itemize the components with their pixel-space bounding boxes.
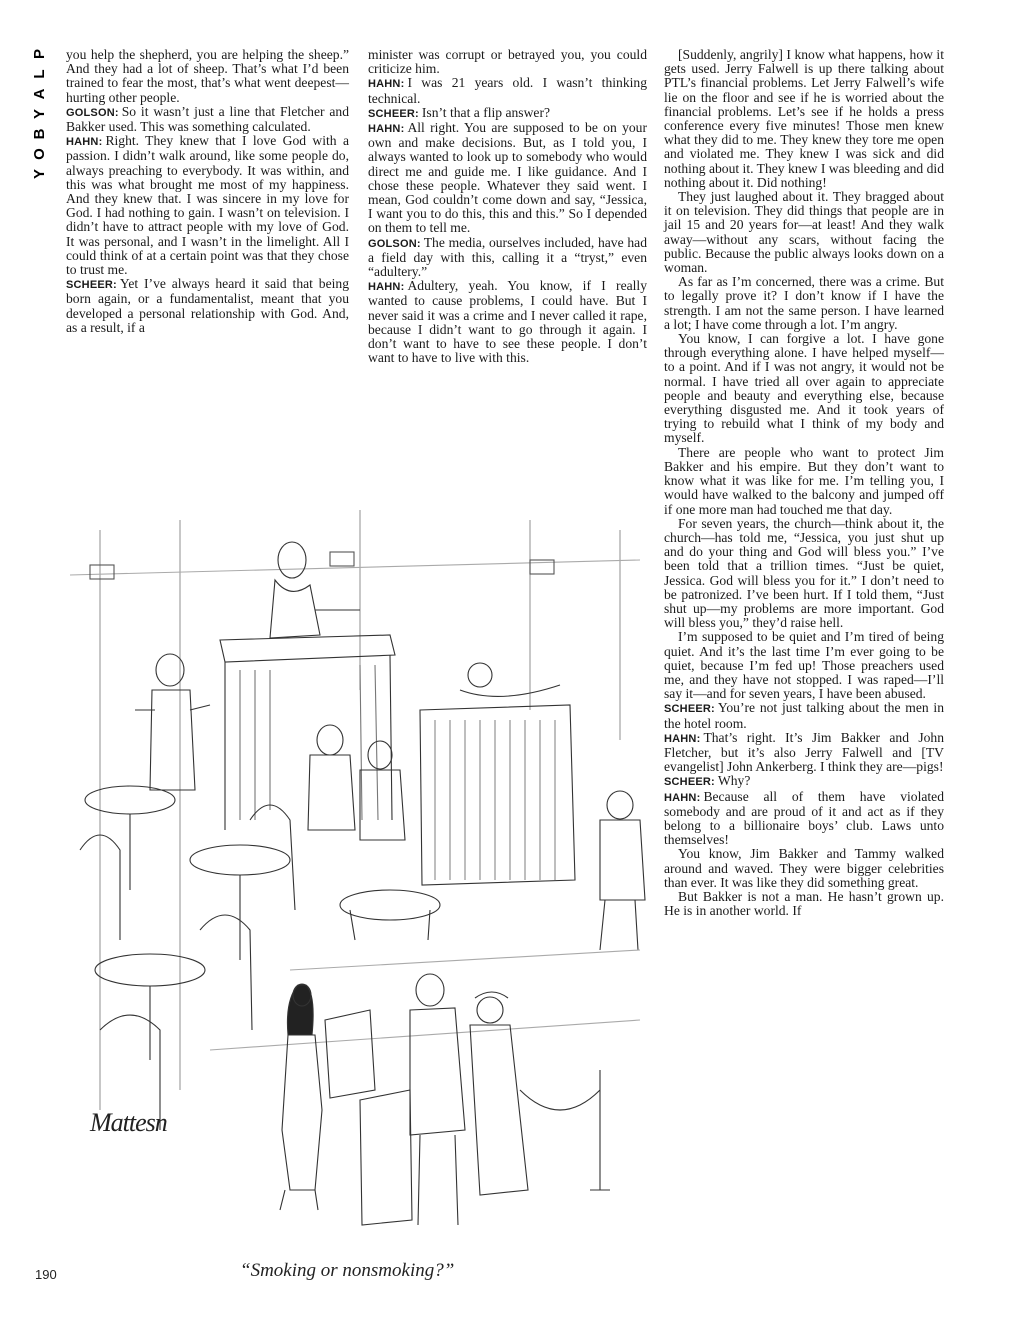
article-paragraph	[368, 76, 647, 105]
paragraph-text: For seven years, the church—think about it, the church—has told me, “Jessica, you just shut up and do your thing and God will bless you.” I’ve been told that a trillion times. “Just be quiet, Jessica. God will bless you for it.” I don’t need to be patronized. I’ve been hurt. If I told them, “Just shut up—my problems are more important. God will bless you,” they’d raise hell.	[664, 515, 944, 631]
speaker-label: HAHN:	[664, 732, 701, 745]
masthead-letter: Y	[31, 109, 48, 120]
masthead-letter: Y	[31, 169, 48, 180]
paragraph-text: The media, ourselves included, have had a field day with this, calling it a “tryst,” even “adultery.”	[368, 234, 647, 280]
paragraph-text: But Bakker is not a man. He hasn’t grown up. He is in another world. If	[664, 888, 944, 919]
article-paragraph	[664, 190, 944, 275]
article-paragraph	[664, 731, 944, 775]
paragraph-text: You’re not just talking about the men in the hotel room.	[664, 700, 944, 731]
speaker-label: HAHN:	[368, 281, 405, 294]
masthead-letter: B	[31, 128, 48, 140]
paragraph-text: You know, Jim Bakker and Tammy walked around and waved. They were bigger celebrities than ever. It was like they did something great.	[664, 846, 944, 890]
article-paragraph	[664, 774, 944, 789]
masthead-letter: P	[31, 49, 48, 60]
article-column-3	[664, 48, 944, 918]
article-column-1	[66, 48, 349, 335]
article-paragraph	[664, 446, 944, 517]
speaker-label: HAHN:	[368, 78, 405, 91]
article-paragraph	[664, 630, 944, 701]
paragraph-text: Why?	[717, 773, 751, 789]
speaker-label: SCHEER:	[664, 776, 715, 789]
article-paragraph	[66, 48, 349, 105]
speaker-label: HAHN:	[664, 791, 701, 804]
speaker-label: SCHEER:	[66, 279, 117, 292]
paragraph-text: So it wasn’t just a line that Fletcher and Bakker used. This was something calculated.	[66, 103, 349, 135]
cartoonist-signature: Mattesn	[90, 1108, 167, 1137]
article-column-2	[368, 48, 647, 365]
masthead-letter: O	[31, 148, 48, 160]
masthead-letter: A	[31, 88, 48, 100]
article-paragraph	[368, 106, 647, 121]
article-paragraph	[664, 517, 944, 631]
article-paragraph	[664, 275, 944, 332]
paragraph-text: Because all of them have violated somebody and are proud of it and act as if they belong to a billionaire boys’ club. Laws unto themselves!	[664, 788, 944, 848]
article-paragraph	[66, 277, 349, 335]
paragraph-text: minister was corrupt or betrayed you, you could criticize him.	[368, 47, 647, 77]
speaker-label: SCHEER:	[664, 703, 715, 716]
paragraph-text: Adultery, yeah. You know, if I really wanted to cause problems, I could have. But I never said it was a crime and I never called it rape, because I didn’t want to go through it again. I don’t want to have to see these people. I don’t want to have to live with this.	[368, 278, 647, 366]
paragraph-text: That’s right. It’s Jim Bakker and John Fletcher, but it’s also Jerry Falwell and [TV evangelist] John Ankerberg. I think they are—pigs!	[664, 729, 944, 775]
paragraph-text: There are people who want to protect Jim Bakker and his empire. But they don’t want to know what it was like for me. I’m telling you, I would have walked to the balcony and jumped off if one more man had touched me that day.	[664, 444, 944, 517]
paragraph-text: Right. They knew that I love God with a passion. I didn’t walk around, like some people do, always preaching to everybody. It was within, and this was what brought me most of my happiness. And they knew that. I was sincere in my love for God. I had nothing to gain. I wasn’t on television. I didn’t have to attract people with my love of God. It was personal, and I wasn’t in the limelight. All I could think of at a certain point was that they chose to trust me.	[66, 133, 349, 278]
paragraph-text: All right. You are supposed to be on your own and make decisions. But, as I told you, I always wanted to look up to somebody who would direct me and guide me. I like guidance. And I chose these people. Whatever they said went. I mean, God couldn’t come down and say, “Jessica, I want you to do this, this and this.” So I depended on them to tell me.	[368, 120, 647, 236]
paragraph-text: You know, I can forgive a lot. I have gone through everything alone. I have helped myself—to a point. And if I was not angry, it would not be normal. I have tried all over again to appreciate people and beauty and everything else, because everything disgusted me. And it took years of trying to rebuild what I think of my body and myself.	[664, 331, 944, 446]
speaker-label: HAHN:	[66, 136, 103, 149]
speaker-label: GOLSON:	[368, 237, 421, 250]
article-paragraph	[664, 890, 944, 918]
article-paragraph	[664, 48, 944, 190]
paragraph-text: [Suddenly, angrily] I know what happens, how it gets used. Jerry Falwell is up there talking about PTL’s financial problems. Let Jerry Falwell’s wife lie on the floor and see if he is worried about the financial problems. Let’s see if he holds a press conference every five minutes! Those men knew what they did to me. They knew they tore me open and violated me. They knew I was sick and did nothing about it. They knew I was bleeding and did nothing about it. Did nothing!	[664, 47, 944, 190]
article-paragraph	[368, 279, 647, 365]
article-paragraph	[664, 332, 944, 446]
article-paragraph	[66, 134, 349, 277]
speaker-label: HAHN:	[368, 123, 405, 136]
speaker-label: GOLSON:	[66, 106, 119, 119]
paragraph-text: I’m supposed to be quiet and I’m tired of being quiet. And it’s the last time I’m ever going to be quiet, because I’m fed up! Those preachers used me, and they have not stopped. I was raped—I’ll say it—and for seven years, I have been abused.	[664, 629, 944, 702]
paragraph-text: Isn’t that a flip answer?	[421, 104, 550, 120]
article-paragraph	[664, 847, 944, 890]
paragraph-text: you help the shepherd, you are helping the sheep.” And they had a lot of sheep. That’s what I’d been trained to fear the most, that’s what went deepest—hurting other people.	[66, 47, 349, 105]
article-paragraph	[368, 121, 647, 236]
paragraph-text: As far as I’m concerned, there was a crime. But to legally prove it? I don’t know if I have the strength. I am not the same person. I have learned a lot; I have come through a lot. I’m angry.	[664, 274, 944, 332]
article-paragraph	[66, 105, 349, 134]
speaker-label: SCHEER:	[368, 107, 419, 120]
paragraph-text: They just laughed about it. They bragged about it on television. They did things that people are in jail 15 and 20 years for—at least! And they walk away—without any scars, without facing the public. Because the public always looks down on a woman.	[664, 189, 944, 276]
paragraph-text: I was 21 years old. I wasn’t thinking technical.	[368, 75, 647, 106]
masthead-letter: L	[31, 69, 48, 79]
article-paragraph	[368, 236, 647, 280]
paragraph-text: Yet I’ve always heard it said that being born again, or a fundamentalist, meant that you developed a personal relationship with God. And, as a result, if a	[66, 276, 349, 335]
page-number: 190	[35, 1267, 57, 1282]
cartoon-caption: “Smoking or nonsmoking?”	[240, 1260, 455, 1281]
article-paragraph	[664, 790, 944, 848]
article-paragraph	[368, 48, 647, 76]
article-paragraph	[664, 701, 944, 730]
magazine-masthead	[29, 44, 51, 184]
